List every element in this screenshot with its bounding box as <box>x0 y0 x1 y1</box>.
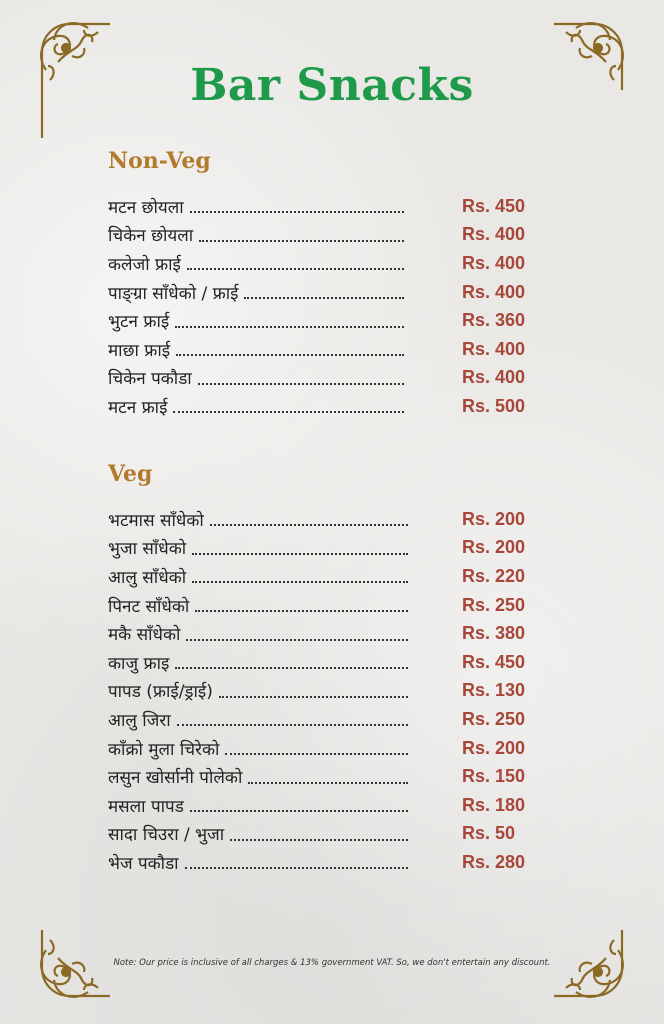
menu-item <box>108 820 528 849</box>
menu-item-price: Rs. 200 <box>462 737 526 758</box>
dot-leader <box>225 753 408 755</box>
dot-leader <box>187 268 404 270</box>
menu-item-name: चिकेन छोयला <box>108 226 194 247</box>
menu-item-price: Rs. 50 <box>462 823 516 844</box>
menu-item-price: Rs. 400 <box>462 252 526 273</box>
menu-item <box>108 221 528 250</box>
menu-item <box>108 762 528 791</box>
menu-item-price: Rs. 450 <box>462 651 526 672</box>
menu-item-price: Rs. 400 <box>462 338 526 359</box>
menu-title: Bar Snacks <box>190 60 474 111</box>
menu-item-name: आलु जिरा <box>108 710 171 731</box>
dot-leader <box>248 782 408 784</box>
menu-item-name: काँक्रो मुला चिरेको <box>108 739 220 760</box>
dot-leader <box>186 639 408 641</box>
dot-leader <box>210 524 408 526</box>
menu-item-name: मटन फ्राई <box>108 397 168 418</box>
menu-item-price: Rs. 150 <box>462 766 526 787</box>
menu-item <box>108 306 528 335</box>
menu-item-price: Rs. 200 <box>462 537 526 558</box>
menu-item <box>108 249 528 278</box>
dot-leader <box>199 240 404 242</box>
menu-item-name: मटन छोयला <box>108 197 184 218</box>
menu-item-name: पाङ्ग्रा साँधेको / फ्राई <box>108 283 239 304</box>
dot-leader <box>230 839 408 841</box>
menu-item-price: Rs. 400 <box>462 224 526 245</box>
dot-leader <box>175 667 408 669</box>
non-veg-item-list <box>108 192 528 421</box>
menu-item-name: भुजा साँधेको <box>108 539 187 560</box>
dot-leader <box>219 696 408 698</box>
veg-item-list <box>108 505 528 877</box>
menu-item-price: Rs. 220 <box>462 565 526 586</box>
menu-item-price: Rs. 250 <box>462 708 526 729</box>
menu-item-name: आलु साँधेको <box>108 567 187 588</box>
menu-item-price: Rs. 360 <box>462 310 526 331</box>
menu-item <box>108 278 528 307</box>
menu-item-name: भेज पकौडा <box>108 853 179 874</box>
menu-item-price: Rs. 280 <box>462 851 526 872</box>
menu-item-price: Rs. 450 <box>462 195 526 216</box>
menu-item-name: पापड (फ्राई/ड्राई) <box>108 682 213 703</box>
menu-item <box>108 562 528 591</box>
menu-item <box>108 734 528 763</box>
price-note: Note: Our price is inclusive of all charges & 13% government VAT. So, we don't entertain any discount. <box>113 958 551 968</box>
menu-item <box>108 848 528 877</box>
menu-item-price: Rs. 200 <box>462 508 526 529</box>
menu-item-name: कलेजो फ्राई <box>108 254 181 275</box>
dot-leader <box>175 326 404 328</box>
section-heading-veg: Veg <box>108 461 153 487</box>
dot-leader <box>192 553 408 555</box>
menu-item-name: मकै साँधेको <box>108 625 181 646</box>
menu-item-price: Rs. 380 <box>462 623 526 644</box>
menu-item <box>108 505 528 534</box>
dot-leader <box>177 724 408 726</box>
menu-item-name: चिकेन पकौडा <box>108 369 192 390</box>
menu-item <box>108 591 528 620</box>
menu-item-name: भुटन फ्राई <box>108 312 170 333</box>
menu-item <box>108 648 528 677</box>
menu-item-price: Rs. 400 <box>462 281 526 302</box>
dot-leader <box>244 297 404 299</box>
menu-item-price: Rs. 500 <box>462 395 526 416</box>
dot-leader <box>176 354 404 356</box>
dot-leader <box>173 411 404 413</box>
menu-item <box>108 619 528 648</box>
section-heading-non-veg: Non-Veg <box>108 148 211 174</box>
menu-item <box>108 677 528 706</box>
dot-leader <box>198 383 404 385</box>
dot-leader <box>195 610 408 612</box>
menu-item-name: काजु फ्राइ <box>108 653 170 674</box>
menu-item <box>108 364 528 393</box>
menu-item <box>108 705 528 734</box>
menu-item <box>108 335 528 364</box>
menu-item-name: सादा चिउरा / भुजा <box>108 825 225 846</box>
menu-item <box>108 534 528 563</box>
menu-item-name: भटमास साँधेको <box>108 510 204 531</box>
dot-leader <box>190 211 404 213</box>
menu-item-price: Rs. 400 <box>462 367 526 388</box>
dot-leader <box>185 867 408 869</box>
menu-item-price: Rs. 130 <box>462 680 526 701</box>
menu-item-name: मसला पापड <box>108 796 184 817</box>
dot-leader <box>192 581 408 583</box>
menu-item <box>108 791 528 820</box>
menu-item-name: पिनट साँधेको <box>108 596 190 617</box>
menu-item-price: Rs. 250 <box>462 594 526 615</box>
menu-item-name: माछा फ्राई <box>108 340 171 361</box>
menu-item-name: लसुन खोर्सानी पोलेको <box>108 768 243 789</box>
menu-item-price: Rs. 180 <box>462 794 526 815</box>
menu-item <box>108 392 528 421</box>
menu-item <box>108 192 528 221</box>
dot-leader <box>190 810 408 812</box>
